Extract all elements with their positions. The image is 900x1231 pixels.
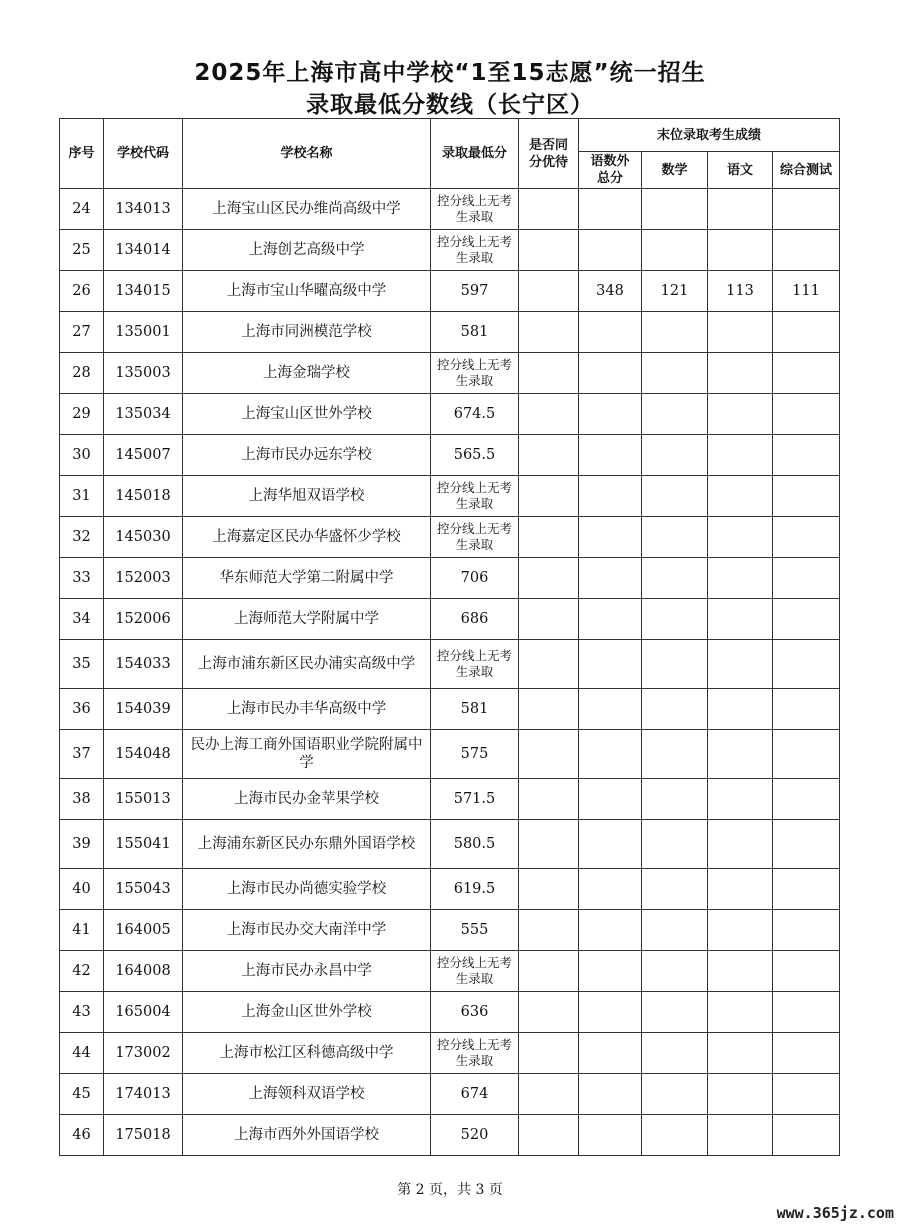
cell-tie-priority: [519, 869, 579, 910]
cell-math: [642, 189, 708, 230]
table-row: [60, 869, 840, 910]
cell-total: [579, 476, 642, 517]
cell-math: [642, 394, 708, 435]
cell-math: [642, 869, 708, 910]
cell-math: [642, 1115, 708, 1156]
cell-comprehensive: [773, 869, 840, 910]
cell-total: [579, 394, 642, 435]
cell-comprehensive: [773, 558, 840, 599]
cell-code: 175018: [104, 1115, 183, 1156]
cell-code: 145018: [104, 476, 183, 517]
cell-tie-priority: [519, 992, 579, 1033]
cell-chinese: [708, 517, 773, 558]
cell-code: 164005: [104, 910, 183, 951]
cell-math: [642, 730, 708, 779]
cell-seq: 38: [60, 779, 104, 820]
cell-tie-priority: [519, 189, 579, 230]
table-row: [60, 517, 840, 558]
document-subtitle: 录取最低分数线（长宁区）: [306, 92, 594, 118]
cell-comprehensive: [773, 353, 840, 394]
cell-code: 155041: [104, 820, 183, 869]
cell-code: 164008: [104, 951, 183, 992]
cell-total: [579, 558, 642, 599]
cell-school-name: 上海市民办尚德实验学校: [183, 869, 431, 910]
cell-min-score: 控分线上无考生录取: [431, 476, 519, 517]
cell-seq: 28: [60, 353, 104, 394]
cell-chinese: [708, 353, 773, 394]
cell-min-score: 控分线上无考生录取: [431, 189, 519, 230]
cell-code: 154039: [104, 689, 183, 730]
cell-comprehensive: [773, 1115, 840, 1156]
cell-comprehensive: [773, 951, 840, 992]
cell-code: 154048: [104, 730, 183, 779]
cell-code: 155043: [104, 869, 183, 910]
cell-code: 173002: [104, 1033, 183, 1074]
cell-math: [642, 312, 708, 353]
cell-comprehensive: [773, 779, 840, 820]
cell-school-name: 上海市松江区科德高级中学: [183, 1033, 431, 1074]
cell-chinese: [708, 189, 773, 230]
table-row: [60, 435, 840, 476]
header-total: 语数外总分: [579, 152, 642, 189]
cell-seq: 37: [60, 730, 104, 779]
cell-comprehensive: [773, 230, 840, 271]
cell-min-score: 674: [431, 1074, 519, 1115]
cell-code: 135003: [104, 353, 183, 394]
cell-min-score: 686: [431, 599, 519, 640]
cell-comprehensive: [773, 476, 840, 517]
cell-total: [579, 599, 642, 640]
cell-tie-priority: [519, 476, 579, 517]
cell-min-score: 555: [431, 910, 519, 951]
cell-seq: 33: [60, 558, 104, 599]
cell-total: [579, 730, 642, 779]
cell-math: [642, 689, 708, 730]
cell-tie-priority: [519, 599, 579, 640]
page-number: 第 2 页，共 3 页: [397, 1182, 503, 1198]
cell-min-score: 571.5: [431, 779, 519, 820]
cell-code: 152003: [104, 558, 183, 599]
cell-tie-priority: [519, 730, 579, 779]
cell-tie-priority: [519, 558, 579, 599]
cell-comprehensive: [773, 312, 840, 353]
cell-school-name: 上海市浦东新区民办浦实高级中学: [183, 640, 431, 689]
cell-math: [642, 517, 708, 558]
cell-code: 174013: [104, 1074, 183, 1115]
cell-seq: 35: [60, 640, 104, 689]
cell-comprehensive: [773, 435, 840, 476]
cell-tie-priority: [519, 640, 579, 689]
cell-math: [642, 353, 708, 394]
cell-min-score: 580.5: [431, 820, 519, 869]
cell-math: [642, 779, 708, 820]
cell-math: [642, 992, 708, 1033]
cell-code: 145030: [104, 517, 183, 558]
cell-seq: 27: [60, 312, 104, 353]
cell-math: [642, 599, 708, 640]
cell-chinese: [708, 730, 773, 779]
table-row: [60, 820, 840, 869]
cell-seq: 44: [60, 1033, 104, 1074]
cell-school-name: 上海创艺高级中学: [183, 230, 431, 271]
table-row: [60, 189, 840, 230]
cell-tie-priority: [519, 1033, 579, 1074]
cell-seq: 30: [60, 435, 104, 476]
table-row: [60, 271, 840, 312]
cell-code: 165004: [104, 992, 183, 1033]
cell-comprehensive: [773, 689, 840, 730]
cell-school-name: 上海市民办金苹果学校: [183, 779, 431, 820]
cell-math: [642, 435, 708, 476]
cell-min-score: 619.5: [431, 869, 519, 910]
cell-school-name: 上海浦东新区民办东鼎外国语学校: [183, 820, 431, 869]
cell-school-name: 上海嘉定区民办华盛怀少学校: [183, 517, 431, 558]
table-row: [60, 910, 840, 951]
cell-total: [579, 1115, 642, 1156]
cell-total: [579, 779, 642, 820]
table-row: [60, 1074, 840, 1115]
cell-tie-priority: [519, 271, 579, 312]
cell-tie-priority: [519, 435, 579, 476]
cell-code: 152006: [104, 599, 183, 640]
cell-min-score: 控分线上无考生录取: [431, 640, 519, 689]
cell-seq: 39: [60, 820, 104, 869]
cell-total: [579, 910, 642, 951]
cell-min-score: 520: [431, 1115, 519, 1156]
cell-total: [579, 1074, 642, 1115]
cell-chinese: [708, 230, 773, 271]
table-row: [60, 730, 840, 779]
header-seq: 序号: [60, 119, 104, 189]
cell-min-score: 581: [431, 689, 519, 730]
header-name: 学校名称: [183, 119, 431, 189]
cell-school-name: 上海领科双语学校: [183, 1074, 431, 1115]
cell-code: 134014: [104, 230, 183, 271]
cell-chinese: [708, 435, 773, 476]
cell-tie-priority: [519, 951, 579, 992]
table-row: [60, 230, 840, 271]
cell-tie-priority: [519, 910, 579, 951]
cell-total: 348: [579, 271, 642, 312]
cell-school-name: 华东师范大学第二附属中学: [183, 558, 431, 599]
cell-school-name: 上海宝山区世外学校: [183, 394, 431, 435]
document-title: 2025年上海市高中学校“1至15志愿”统一招生: [194, 60, 706, 86]
cell-tie-priority: [519, 820, 579, 869]
cell-min-score: 565.5: [431, 435, 519, 476]
cell-comprehensive: 111: [773, 271, 840, 312]
cell-math: [642, 476, 708, 517]
cell-total: [579, 869, 642, 910]
table-row: [60, 312, 840, 353]
cell-code: 135001: [104, 312, 183, 353]
cell-chinese: [708, 476, 773, 517]
cell-min-score: 597: [431, 271, 519, 312]
cell-seq: 29: [60, 394, 104, 435]
header-math: 数学: [642, 152, 708, 189]
cell-math: [642, 1074, 708, 1115]
watermark: www.365jz.com: [776, 1204, 894, 1222]
cell-comprehensive: [773, 730, 840, 779]
cell-school-name: 上海市民办远东学校: [183, 435, 431, 476]
cell-chinese: [708, 689, 773, 730]
cell-tie-priority: [519, 779, 579, 820]
cell-code: 155013: [104, 779, 183, 820]
table-row: [60, 992, 840, 1033]
cell-chinese: [708, 599, 773, 640]
cell-total: [579, 820, 642, 869]
cell-school-name: 上海华旭双语学校: [183, 476, 431, 517]
header-chinese: 语文: [708, 152, 773, 189]
cell-total: [579, 1033, 642, 1074]
table-row: [60, 476, 840, 517]
cell-seq: 34: [60, 599, 104, 640]
cell-min-score: 674.5: [431, 394, 519, 435]
cell-school-name: 上海师范大学附属中学: [183, 599, 431, 640]
cell-seq: 31: [60, 476, 104, 517]
cell-comprehensive: [773, 189, 840, 230]
cell-chinese: [708, 394, 773, 435]
cell-seq: 24: [60, 189, 104, 230]
cell-chinese: [708, 779, 773, 820]
cell-total: [579, 992, 642, 1033]
cell-chinese: [708, 640, 773, 689]
cell-school-name: 民办上海工商外国语职业学院附属中学: [183, 730, 431, 779]
cell-comprehensive: [773, 394, 840, 435]
cell-school-name: 上海市民办交大南洋中学: [183, 910, 431, 951]
cell-chinese: [708, 1074, 773, 1115]
cell-school-name: 上海宝山区民办维尚高级中学: [183, 189, 431, 230]
cell-school-name: 上海金瑞学校: [183, 353, 431, 394]
cell-min-score: 控分线上无考生录取: [431, 230, 519, 271]
cell-seq: 32: [60, 517, 104, 558]
cell-seq: 42: [60, 951, 104, 992]
cell-min-score: 控分线上无考生录取: [431, 951, 519, 992]
table-row: [60, 689, 840, 730]
cell-total: [579, 517, 642, 558]
cell-math: [642, 910, 708, 951]
cell-tie-priority: [519, 230, 579, 271]
table-row: [60, 558, 840, 599]
cell-tie-priority: [519, 1115, 579, 1156]
cell-code: 154033: [104, 640, 183, 689]
cell-school-name: 上海市民办丰华高级中学: [183, 689, 431, 730]
cell-seq: 41: [60, 910, 104, 951]
header-last-admitted: 末位录取考生成绩: [579, 119, 840, 152]
cell-total: [579, 435, 642, 476]
table-row: [60, 951, 840, 992]
cell-min-score: 706: [431, 558, 519, 599]
cell-total: [579, 189, 642, 230]
cell-total: [579, 640, 642, 689]
cell-comprehensive: [773, 640, 840, 689]
cell-chinese: [708, 1033, 773, 1074]
cell-comprehensive: [773, 517, 840, 558]
cell-comprehensive: [773, 820, 840, 869]
cell-tie-priority: [519, 312, 579, 353]
header-code: 学校代码: [104, 119, 183, 189]
table-row: [60, 640, 840, 689]
cell-math: 121: [642, 271, 708, 312]
cell-code: 134015: [104, 271, 183, 312]
cell-math: [642, 820, 708, 869]
cell-math: [642, 1033, 708, 1074]
cell-min-score: 控分线上无考生录取: [431, 1033, 519, 1074]
cell-chinese: 113: [708, 271, 773, 312]
cell-school-name: 上海金山区世外学校: [183, 992, 431, 1033]
admission-score-table: [59, 118, 840, 1156]
cell-total: [579, 951, 642, 992]
cell-comprehensive: [773, 1074, 840, 1115]
table-row: [60, 779, 840, 820]
cell-chinese: [708, 869, 773, 910]
cell-total: [579, 230, 642, 271]
cell-chinese: [708, 1115, 773, 1156]
table-row: [60, 394, 840, 435]
cell-chinese: [708, 992, 773, 1033]
cell-seq: 40: [60, 869, 104, 910]
cell-chinese: [708, 951, 773, 992]
cell-total: [579, 312, 642, 353]
cell-seq: 45: [60, 1074, 104, 1115]
cell-tie-priority: [519, 1074, 579, 1115]
header-comprehensive: 综合测试: [773, 152, 840, 189]
cell-code: 145007: [104, 435, 183, 476]
cell-math: [642, 558, 708, 599]
table-row: [60, 599, 840, 640]
cell-min-score: 636: [431, 992, 519, 1033]
cell-tie-priority: [519, 517, 579, 558]
cell-school-name: 上海市宝山华曜高级中学: [183, 271, 431, 312]
cell-min-score: 581: [431, 312, 519, 353]
cell-chinese: [708, 910, 773, 951]
cell-seq: 36: [60, 689, 104, 730]
cell-comprehensive: [773, 599, 840, 640]
cell-math: [642, 230, 708, 271]
table-row: [60, 353, 840, 394]
cell-seq: 46: [60, 1115, 104, 1156]
cell-seq: 26: [60, 271, 104, 312]
cell-seq: 25: [60, 230, 104, 271]
cell-total: [579, 353, 642, 394]
cell-math: [642, 640, 708, 689]
cell-school-name: 上海市同洲模范学校: [183, 312, 431, 353]
cell-chinese: [708, 558, 773, 599]
cell-seq: 43: [60, 992, 104, 1033]
cell-school-name: 上海市民办永昌中学: [183, 951, 431, 992]
cell-total: [579, 689, 642, 730]
cell-comprehensive: [773, 1033, 840, 1074]
cell-tie-priority: [519, 689, 579, 730]
cell-tie-priority: [519, 394, 579, 435]
cell-chinese: [708, 820, 773, 869]
cell-comprehensive: [773, 910, 840, 951]
cell-code: 135034: [104, 394, 183, 435]
cell-min-score: 控分线上无考生录取: [431, 353, 519, 394]
cell-min-score: 575: [431, 730, 519, 779]
cell-tie-priority: [519, 353, 579, 394]
cell-min-score: 控分线上无考生录取: [431, 517, 519, 558]
header-min-score: 录取最低分: [431, 119, 519, 189]
cell-school-name: 上海市西外外国语学校: [183, 1115, 431, 1156]
cell-comprehensive: [773, 992, 840, 1033]
cell-code: 134013: [104, 189, 183, 230]
header-tie-priority: 是否同分优待: [519, 119, 579, 189]
table-row: [60, 1033, 840, 1074]
table-row: [60, 1115, 840, 1156]
cell-math: [642, 951, 708, 992]
cell-chinese: [708, 312, 773, 353]
